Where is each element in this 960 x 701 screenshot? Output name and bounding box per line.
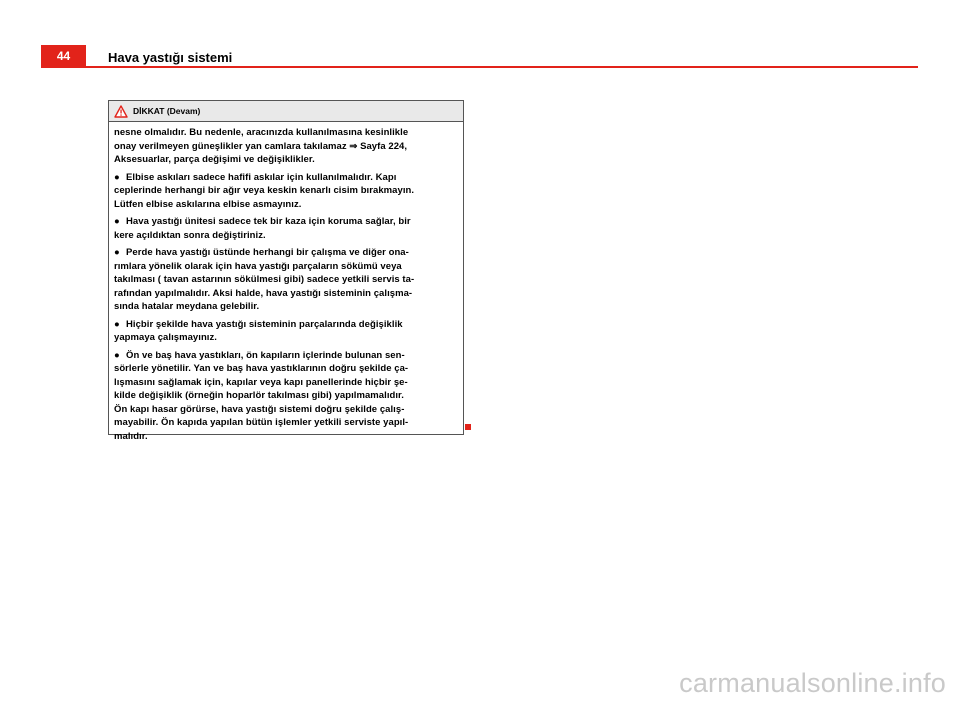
warning-triangle-icon [114, 105, 128, 118]
warning-paragraph: nesne olmalıdır. Bu nedenle, aracınızda kullanılmasına kesinlikle onay verilmeyen güneşlikler yan camlara takılamaz ⇒ Sayfa 224, Aksesuarlar, parça değişimi ve değişiklikler. [114, 127, 409, 165]
header-rule [41, 66, 918, 68]
warning-bullet-item: ● Ön ve baş hava yastıkları, ön kapıların içlerinde bulunan sen- sörlerle yönetilir. Yan ve baş hava yastıklarının doğru şekilde ça- lışmasını sağlamak için, kapılar veya kapı panellerinde hiçbir şe- kilde değişiklik (örneğin hoparlör takılması gibi) yapılmamalıdır. Ön kapı hasar görürse, hava yastığı sistemi doğru şekilde çalış- mayabilir. Ön kapıda yapılan bütün işlemler yetkili serviste yapıl- malıdır. [114, 349, 409, 442]
warning-box [108, 100, 464, 442]
warning-bullet-item: ● Hava yastığı ünitesi sadece tek bir kaza için koruma sağlar, bir kere açıldıktan sonra değiştiriniz. [114, 216, 411, 241]
bullet-icon: ● [114, 171, 120, 183]
warning-header [109, 101, 463, 122]
section-end-marker [465, 424, 471, 430]
warning-body [109, 122, 463, 443]
page-title: Hava yastığı sistemi [108, 50, 233, 65]
warning-label: DİKKAT (Devam) [133, 106, 201, 116]
page-number: 44 [41, 45, 86, 67]
watermark: carmanualsonline.info [679, 668, 946, 698]
bullet-icon: ● [114, 318, 120, 330]
warning-bullet-item: ● Hiçbir şekilde hava yastığı sisteminin parçalarında değişiklik yapmaya çalışmayınız. [114, 318, 403, 343]
bullet-icon: ● [114, 216, 120, 227]
bullet-icon: ● [114, 247, 120, 258]
warning-bullet-item: ● Perde hava yastığı üstünde herhangi bir çalışma ve diğer ona- rımlara yönelik olarak için hava yastığı parçaların sökümü veya takılması ( tavan astarının sökülmesi gibi) sadece yetkili servis ta- rafından yapılmalıdır. Aksi halde, hava yastığı sisteminin çalışma- sında hatalar meydana gelebilir. [114, 247, 415, 312]
warning-bullet-item: ● Elbise askıları sadece hafifi askılar için kullanılmalıdır. Kapı ceplerinde herhangi bir ağır veya keskin kenarlı cisim bırakmayın. Lütfen elbise askılarına elbise asmayınız. [114, 171, 415, 210]
bullet-icon: ● [114, 349, 120, 361]
